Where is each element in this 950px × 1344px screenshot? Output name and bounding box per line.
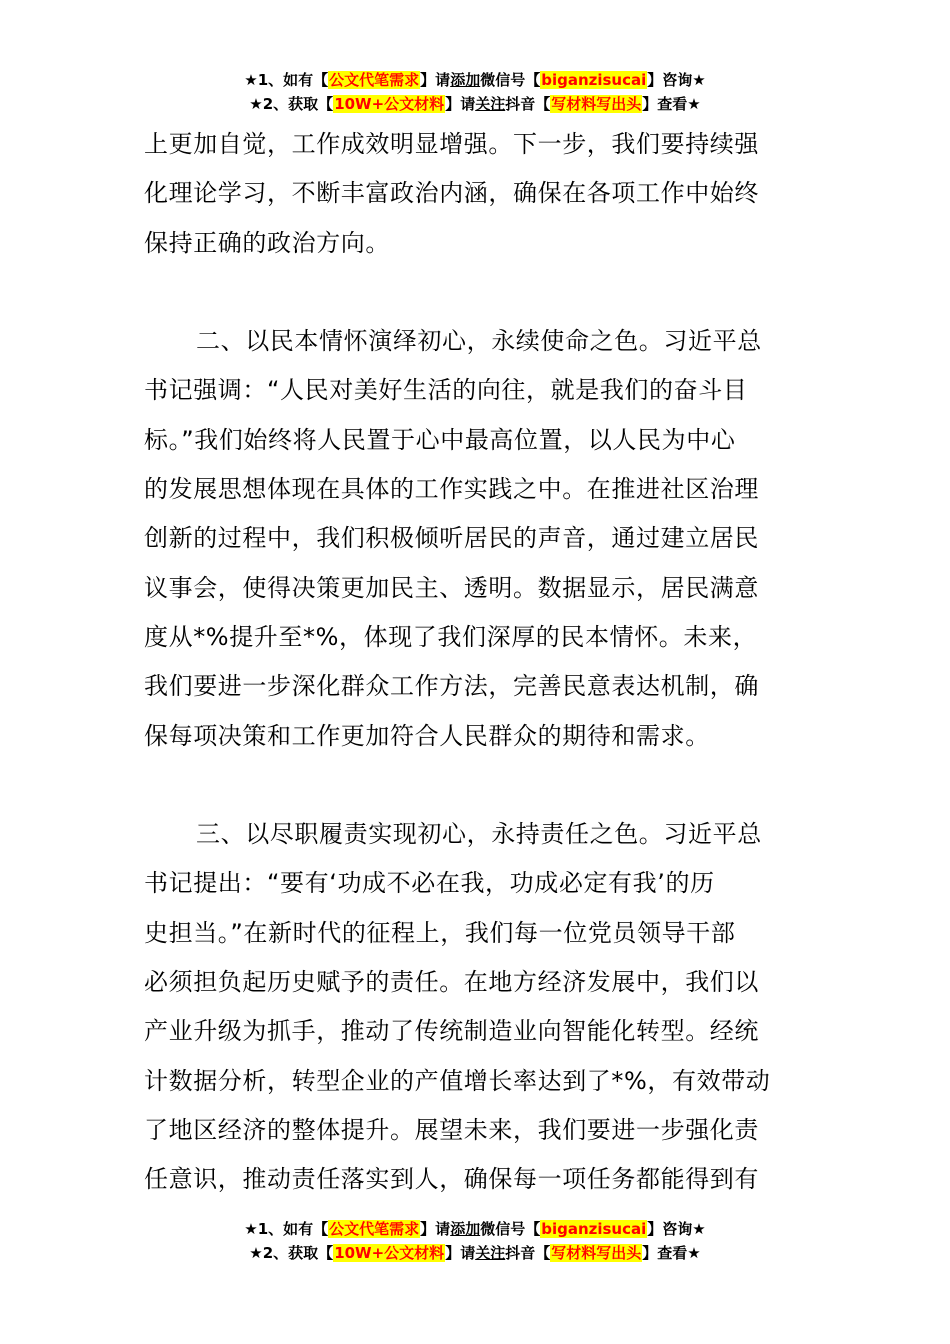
body-line: 必须担负起历史赋予的责任。在地方经济发展中，我们以: [144, 968, 759, 997]
promo-text: 抖音【: [505, 1244, 551, 1262]
promo-text: 】请: [445, 1244, 476, 1262]
highlight-wechat-id: biganzisucai: [541, 1220, 647, 1238]
paragraph-gap: [144, 761, 806, 810]
promo-text: ★1、如有【: [244, 1220, 329, 1238]
body-line: 保持正确的政治方向。: [144, 228, 390, 257]
promo-text: 】咨询★: [647, 71, 706, 89]
highlight-wechat-id: biganzisucai: [541, 71, 647, 89]
highlight-douyin-id: 写材料写出头: [551, 1244, 642, 1262]
body-line: 产业升级为抓手，推动了传统制造业向智能化转型。经统: [144, 1017, 759, 1046]
section-three-heading-line: 三、以尽职履责实现初心，永持责任之色。习近平总: [196, 820, 762, 849]
document-body: [144, 120, 806, 1205]
body-line: 任意识，推动责任落实到人，确保每一项任务都能得到有: [144, 1165, 759, 1194]
highlight-materials: 10W+公文材料: [334, 1244, 445, 1262]
promo-text: 微信号【: [480, 1220, 541, 1238]
body-line: 度从*%提升至*%，体现了我们深厚的民本情怀。未来，: [144, 622, 758, 651]
promo-text: ★1、如有【: [244, 71, 329, 89]
body-line: 保每项决策和工作更加符合人民群众的期待和需求。: [144, 721, 710, 750]
body-line: 创新的过程中，我们积极倾听居民的声音，通过建立居民: [144, 524, 759, 553]
promo-text: 】请: [420, 1220, 451, 1238]
body-line: 化理论学习，不断丰富政治内涵，确保在各项工作中始终: [144, 179, 759, 208]
promo-text: ★2、获取【: [249, 1244, 334, 1262]
promo-line-2: [0, 1241, 950, 1265]
body-line: 书记提出：“要有‘功成不必在我，功成必定有我’的历: [144, 869, 715, 898]
section-two-heading-line: 二、以民本情怀演绎初心，永续使命之色。习近平总: [196, 327, 762, 356]
promo-text: 】请: [445, 95, 476, 113]
body-line: 计数据分析，转型企业的产值增长率达到了*%，有效带动: [144, 1066, 771, 1095]
underlined-text: 关注: [475, 1244, 506, 1262]
promo-line-2: [0, 92, 950, 116]
body-line: 议事会，使得决策更加民主、透明。数据显示，居民满意: [144, 573, 759, 602]
highlight-service: 公文代笔需求: [329, 1220, 420, 1238]
promo-text: 微信号【: [480, 71, 541, 89]
underlined-text: 添加: [450, 71, 481, 89]
body-line: 上更加自觉，工作成效明显增强。下一步，我们要持续强: [144, 130, 759, 158]
highlight-materials: 10W+公文材料: [334, 95, 445, 113]
promo-text: 抖音【: [505, 95, 551, 113]
body-line: 的发展思想体现在具体的工作实践之中。在推进社区治理: [144, 475, 759, 504]
body-line: 了地区经济的整体提升。展望未来，我们要进一步强化责: [144, 1115, 759, 1144]
highlight-service: 公文代笔需求: [329, 71, 420, 89]
body-line: 我们要进一步深化群众工作方法，完善民意表达机制，确: [144, 672, 759, 701]
paragraph-gap: [144, 268, 806, 317]
body-line: 书记强调：“人民对美好生活的向往，就是我们的奋斗目: [144, 376, 748, 405]
promo-text: 】请: [420, 71, 451, 89]
promo-text: 】查看★: [642, 95, 701, 113]
promo-text: 】查看★: [642, 1244, 701, 1262]
promo-banner-top: [0, 68, 950, 116]
promo-line-1: [0, 68, 950, 92]
underlined-text: 关注: [475, 95, 506, 113]
highlight-douyin-id: 写材料写出头: [551, 95, 642, 113]
promo-text: 】咨询★: [647, 1220, 706, 1238]
body-line: 标。”我们始终将人民置于心中最高位置，以人民为中心: [144, 425, 736, 454]
body-line: 史担当。”在新时代的征程上，我们每一位党员领导干部: [144, 918, 736, 947]
promo-banner-bottom: [0, 1217, 950, 1265]
promo-line-1: [0, 1217, 950, 1241]
promo-text: ★2、获取【: [249, 95, 334, 113]
underlined-text: 添加: [450, 1220, 481, 1238]
